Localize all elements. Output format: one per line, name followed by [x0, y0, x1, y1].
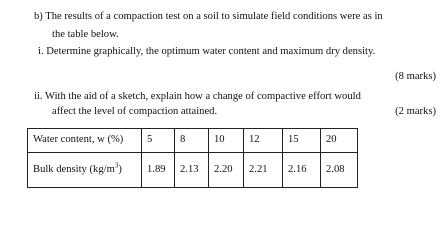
compaction-data-table — [27, 128, 358, 188]
water-content-row — [28, 129, 358, 153]
part-ii-line-1: ii. With the aid of a sketch, explain how a change of compactive effort would — [34, 91, 361, 102]
water-content-label: Water content, w (%) — [28, 129, 142, 153]
bulk-density-cell: 2.08 — [321, 153, 358, 188]
part-ii-marks: (2 marks) — [395, 106, 436, 117]
bulk-density-cell: 2.13 — [175, 153, 209, 188]
bulk-density-cell: 2.16 — [283, 153, 321, 188]
water-content-cell: 15 — [283, 129, 321, 153]
water-content-cell: 8 — [175, 129, 209, 153]
water-content-cell: 12 — [244, 129, 283, 153]
question-b-line-1: b) The results of a compaction test on a soil to simulate field conditions were as in — [34, 11, 383, 22]
question-b-line-2: the table below. — [52, 29, 119, 40]
water-content-cell: 5 — [142, 129, 175, 153]
bulk-density-row — [28, 153, 358, 188]
bulk-density-cell: 2.21 — [244, 153, 283, 188]
bulk-density-label: Bulk density $(kg/m^3)$ — [28, 153, 142, 188]
part-i-text: i. Determine graphically, the optimum water content and maximum dry density. — [38, 46, 376, 57]
water-content-cell: 20 — [321, 129, 358, 153]
bulk-density-cell: 2.20 — [209, 153, 244, 188]
part-i-marks: (8 marks) — [395, 71, 436, 82]
bulk-density-cell: 1.89 — [142, 153, 175, 188]
part-ii-line-2: affect the level of compaction attained. — [52, 106, 218, 117]
water-content-cell: 10 — [209, 129, 244, 153]
